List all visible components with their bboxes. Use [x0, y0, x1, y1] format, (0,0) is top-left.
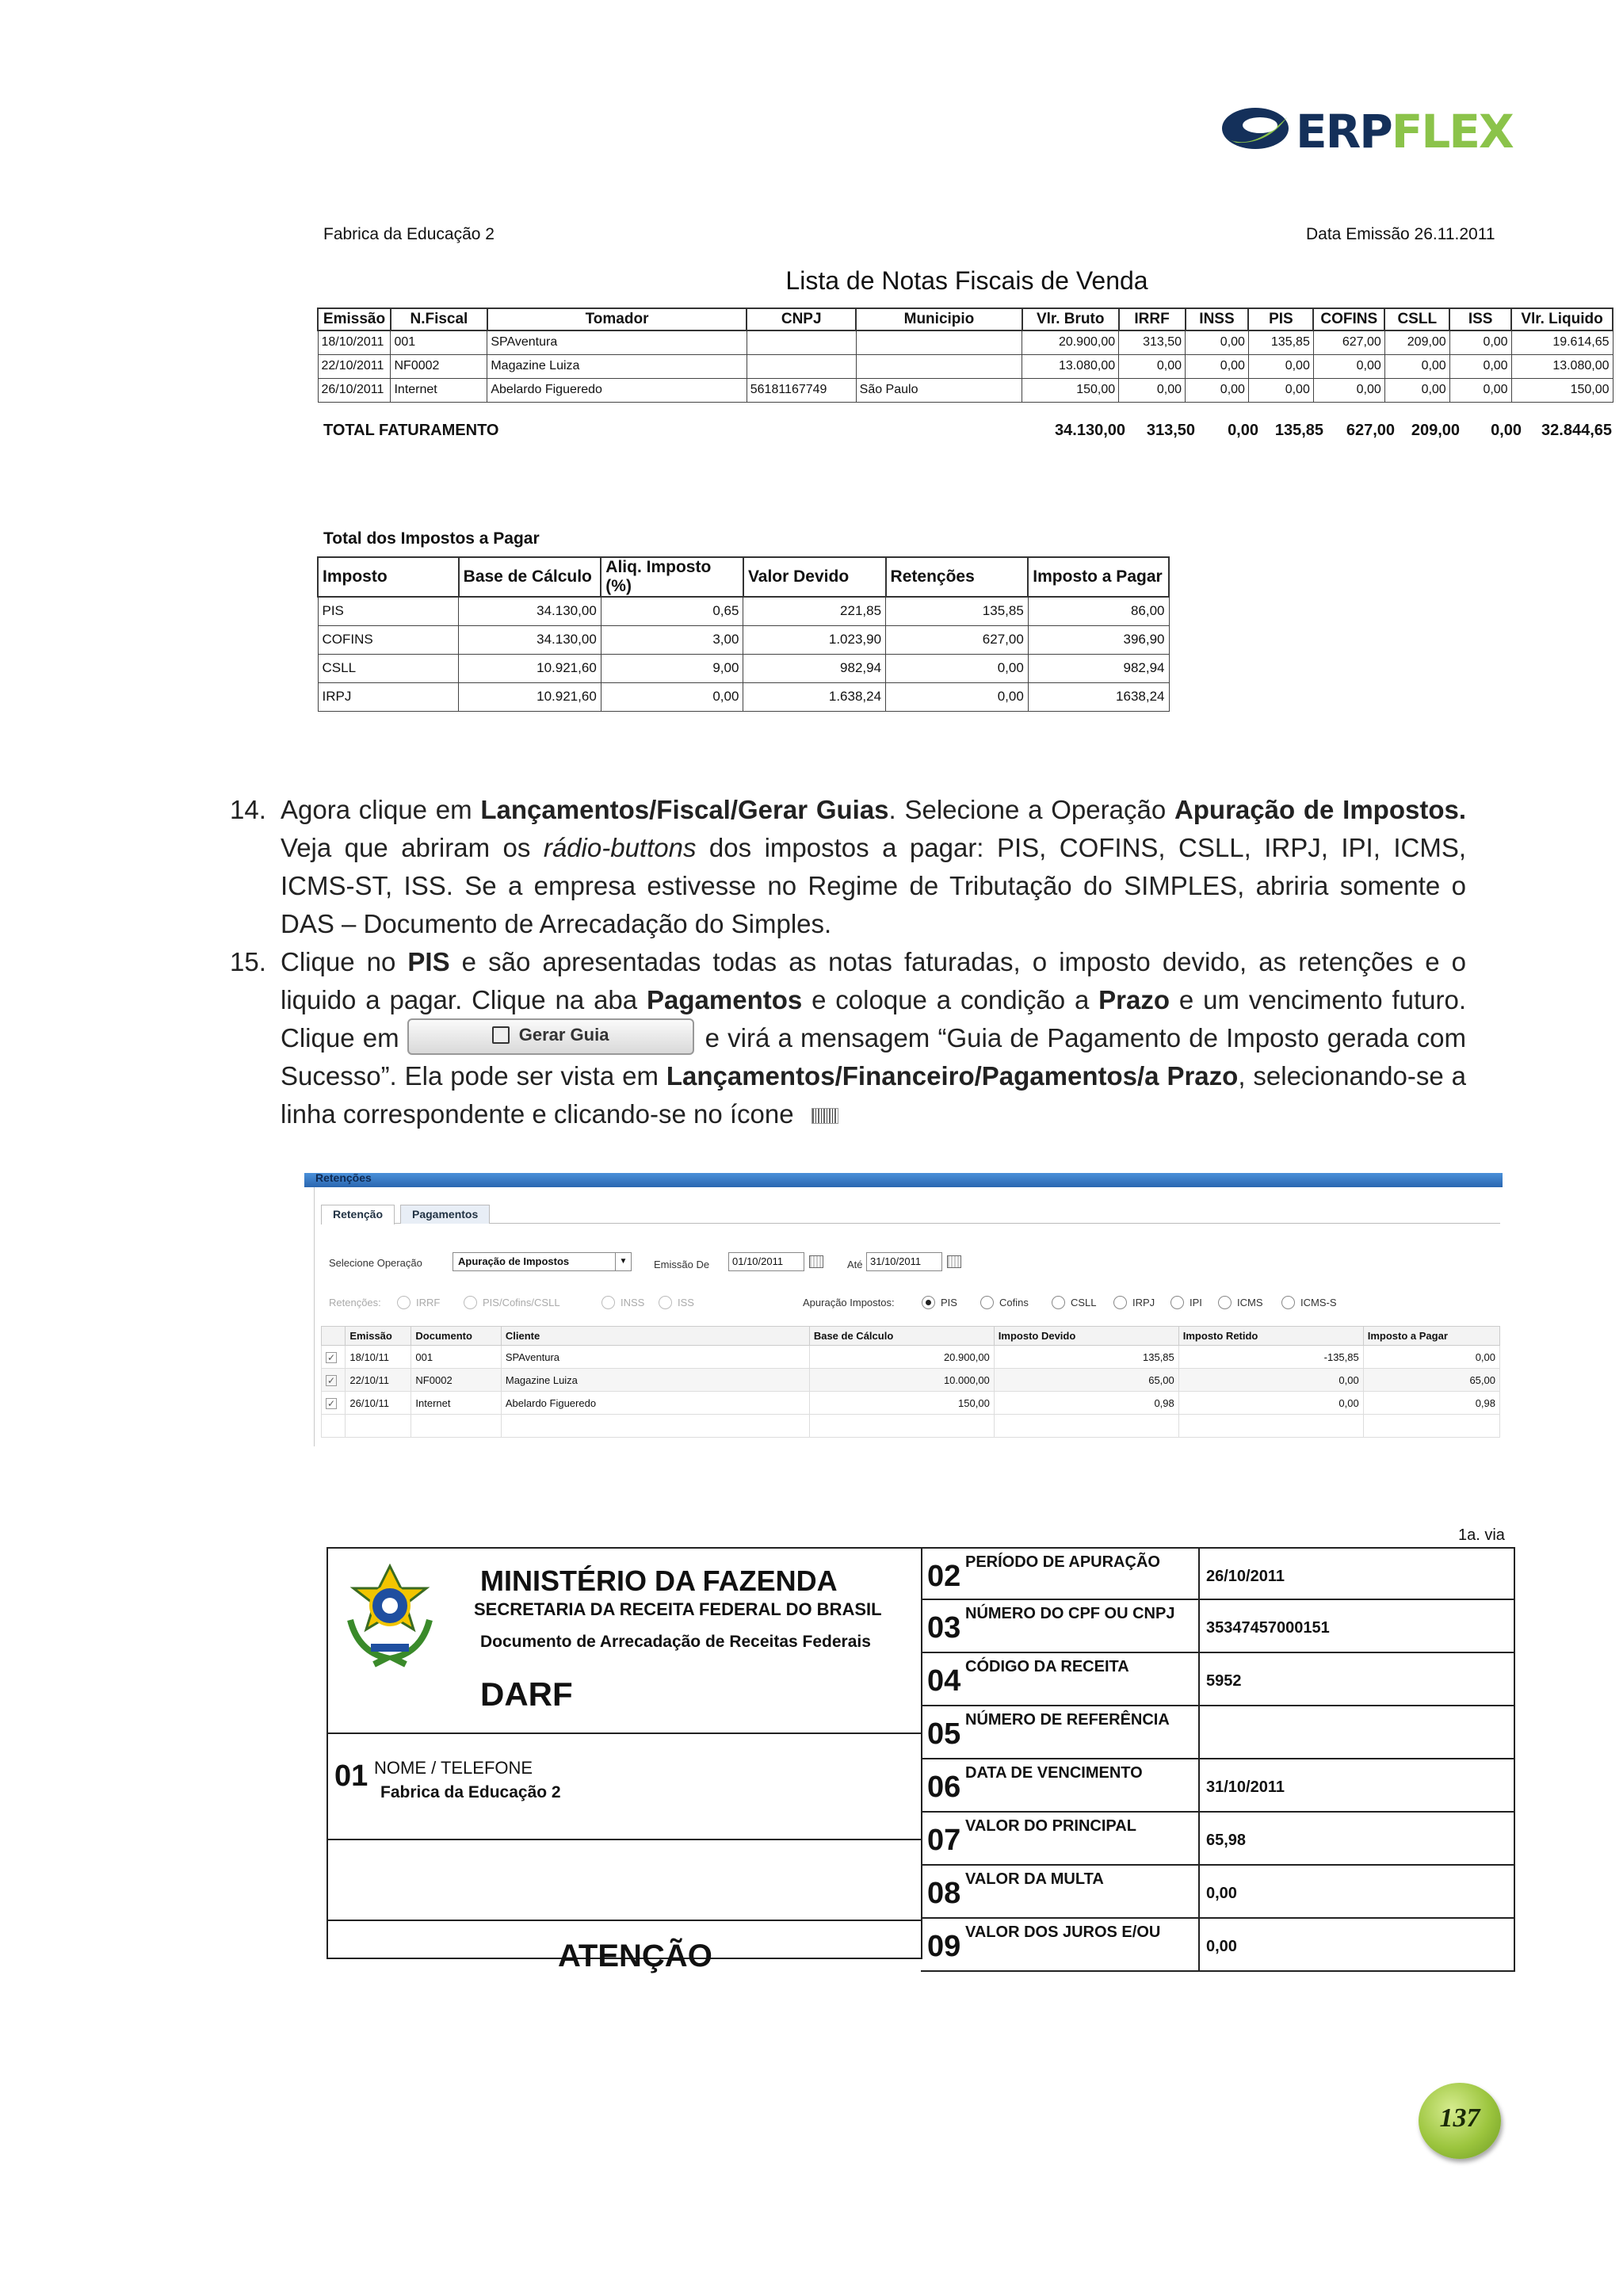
operation-label: Selecione Operação — [329, 1257, 422, 1269]
step-14 — [230, 791, 1466, 943]
invoices-table — [317, 308, 1613, 403]
darf-header-block — [327, 1547, 922, 1973]
field-label: NOME / TELEFONE — [374, 1758, 533, 1778]
row-checkbox[interactable]: ✓ — [327, 1351, 336, 1363]
darf-field: 08 VALOR DA MULTA 0,00 — [921, 1866, 1515, 1919]
until-input[interactable]: 31/10/2011 — [866, 1252, 942, 1271]
apuracao-label: Apuração Impostos: — [803, 1297, 895, 1308]
step-number: 15. — [230, 947, 266, 976]
col-header: CNPJ — [747, 308, 856, 330]
darf-field: 07 VALOR DO PRINCIPAL 65,98 — [921, 1813, 1515, 1866]
attention-heading: ATENÇÃO — [558, 1939, 712, 1973]
radio-pis[interactable] — [922, 1296, 935, 1309]
logo-wordmark: ERPFLEX — [1296, 105, 1513, 159]
col-header: Valor Devido — [743, 557, 886, 597]
col-header[interactable]: Imposto Retido — [1178, 1327, 1363, 1346]
empty-row — [322, 1415, 1500, 1438]
tab-bar — [321, 1205, 1500, 1224]
table-row: COFINS 34.130,00 3,00 1.023,90 627,00 396,90 — [318, 625, 1169, 654]
page-number: 137 — [1439, 2103, 1480, 2133]
step-text: Clique no PIS e são apresentadas todas as notas faturadas, o imposto devido, as retenções e o liquido a pagar. Clique na aba Pagamentos e coloque a condição a Prazo e um vencimento futuro. Clique em Gerar Guia e virá a mensagem “Guia de Pagamento de Imposto gerada com Sucesso”. Ela pode ser vista em Lançamentos/Financeiro/Pagamentos/a Prazo, selecionando-se a linha correspondente e clicando-se no ícone — [281, 947, 1466, 1129]
step-15 — [230, 943, 1466, 1133]
operation-select[interactable]: Apuração de Impostos ▼ — [453, 1252, 632, 1271]
chevron-down-icon: ▼ — [615, 1253, 631, 1270]
radio-inss[interactable] — [601, 1296, 615, 1309]
document-line: Documento de Arrecadação de Receitas Federais — [480, 1633, 871, 1651]
total-value: 627,00 — [1346, 422, 1395, 439]
table-row: PIS 34.130,00 0,65 221,85 135,85 86,00 — [318, 597, 1169, 625]
divider — [328, 1920, 921, 1921]
darf-fields — [921, 1547, 1515, 1963]
col-header[interactable]: Documento — [411, 1327, 501, 1346]
calendar-icon[interactable] — [947, 1255, 961, 1268]
total-value: 0,00 — [1228, 422, 1258, 439]
total-value: 0,00 — [1491, 422, 1522, 439]
col-header[interactable]: Cliente — [501, 1327, 809, 1346]
total-value: 313,50 — [1146, 422, 1195, 439]
window-content — [314, 1187, 1503, 1446]
report-company: Fabrica da Educação 2 — [323, 225, 495, 243]
col-header: Aliq. Imposto (%) — [601, 557, 743, 597]
darf-field: 04 CÓDIGO DA RECEITA 5952 — [921, 1653, 1515, 1706]
table-row: CSLL 10.921,60 9,00 982,94 0,00 982,94 — [318, 654, 1169, 682]
radio-cofins[interactable] — [980, 1296, 994, 1309]
radio-irrf[interactable] — [397, 1296, 411, 1309]
gerar-guia-button[interactable]: Gerar Guia — [407, 1018, 694, 1055]
calendar-icon[interactable] — [809, 1255, 823, 1268]
radio-label: CSLL — [1071, 1297, 1097, 1308]
col-header: Imposto a Pagar — [1028, 557, 1169, 597]
row-checkbox[interactable]: ✓ — [327, 1397, 336, 1409]
retencoes-window — [304, 1173, 1503, 1446]
field-number: 01 — [334, 1759, 369, 1793]
total-value: 209,00 — [1411, 422, 1460, 439]
radio-label: IRPJ — [1132, 1297, 1155, 1308]
window-titlebar: Retenções — [304, 1173, 1503, 1187]
col-header: PIS — [1248, 308, 1313, 330]
invoices-header — [318, 308, 1613, 330]
table-row: IRPJ 10.921,60 0,00 1.638,24 0,00 1638,24 — [318, 682, 1169, 711]
col-header: Vlr. Liquido — [1511, 308, 1613, 330]
divider — [328, 1733, 921, 1734]
tab-pagamentos[interactable]: Pagamentos — [400, 1205, 490, 1224]
erpflex-logo — [1220, 101, 1513, 159]
radio-label: IRRF — [416, 1297, 441, 1308]
radio-label: INSS — [621, 1297, 645, 1308]
radio-label: IPI — [1190, 1297, 1202, 1308]
step-number: 14. — [230, 795, 266, 824]
step-text: Agora clique em Lançamentos/Fiscal/Gerar Guias. Selecione a Operação Apuração de Impostos. Veja que abriram os rádio-buttons dos impostos a pagar: PIS, COFINS, CSLL, IRPJ, IPI, ICMS, ICMS-ST, ISS. Se a empresa estivesse no Regime de Tributação do SIMPLES, abriria somente o DAS – Documento de Arrecadação do Simples. — [281, 795, 1467, 938]
save-icon — [492, 1026, 510, 1044]
table-row: 22/10/2011 NF0002 Magazine Luiza 13.080,00 0,00 0,00 0,00 0,00 0,00 0,00 13.080,00 — [318, 354, 1613, 378]
radio-label: ICMS-S — [1300, 1297, 1337, 1308]
col-header[interactable]: Emissão — [346, 1327, 411, 1346]
col-header: Base de Cálculo — [459, 557, 601, 597]
col-header: ISS — [1449, 308, 1511, 330]
page-number-badge — [1419, 2083, 1501, 2159]
total-value: 32.844,65 — [1541, 422, 1612, 439]
tab-retencao[interactable]: Retenção — [321, 1205, 395, 1224]
col-header: N.Fiscal — [391, 308, 487, 330]
swoosh-icon — [1220, 101, 1293, 155]
darf-title: DARF — [480, 1675, 573, 1713]
darf-field: 03 NÚMERO DO CPF OU CNPJ 35347457000151 — [921, 1600, 1515, 1653]
secretariat-line: SECRETARIA DA RECEITA FEDERAL DO BRASIL — [474, 1599, 882, 1619]
emission-from-input[interactable]: 01/10/2011 — [728, 1252, 804, 1271]
total-label: TOTAL FATURAMENTO — [323, 422, 499, 439]
select-column-header — [322, 1327, 346, 1346]
col-header[interactable]: Imposto a Pagar — [1363, 1327, 1499, 1346]
radio-label: Cofins — [999, 1297, 1029, 1308]
apuracao-grid — [321, 1326, 1500, 1438]
radio-pis-cofins-csll[interactable] — [464, 1296, 477, 1309]
darf-field: 06 DATA DE VENCIMENTO 31/10/2011 — [921, 1759, 1515, 1813]
darf-field: 09 VALOR DOS JUROS E/OU 0,00 — [921, 1919, 1515, 1972]
taxes-header — [318, 557, 1169, 597]
table-row: 18/10/2011 001 SPAventura 20.900,00 313,50 0,00 135,85 627,00 209,00 0,00 19.614,65 — [318, 330, 1613, 354]
table-row[interactable]: ✓ 22/10/11 NF0002 Magazine Luiza 10.000,00 65,00 0,00 65,00 — [322, 1369, 1500, 1392]
radio-label: PIS/Cofins/CSLL — [483, 1297, 560, 1308]
radio-icms-st[interactable] — [1281, 1296, 1295, 1309]
ministry-title: MINISTÉRIO DA FAZENDA — [480, 1564, 838, 1597]
darf-via: 1a. via — [1458, 1526, 1505, 1544]
col-header: Vlr. Bruto — [1022, 308, 1119, 330]
col-header: Tomador — [487, 308, 747, 330]
col-header[interactable]: Base de Cálculo — [809, 1327, 994, 1346]
total-value: 135,85 — [1274, 422, 1323, 439]
col-header: Retenções — [886, 557, 1029, 597]
report-emission-date: Data Emissão 26.11.2011 — [1306, 225, 1495, 243]
table-row: 26/10/2011 Internet Abelardo Figueredo 56181167749 São Paulo 150,00 0,00 0,00 0,00 0,00 0,00 0,00 150,00 — [318, 378, 1613, 402]
divider — [328, 1839, 921, 1840]
until-label: Até — [847, 1259, 863, 1270]
radio-iss[interactable] — [659, 1296, 672, 1309]
col-header: CSLL — [1384, 308, 1449, 330]
radio-label: ICMS — [1237, 1297, 1263, 1308]
report-title: Lista de Notas Fiscais de Venda — [785, 266, 1148, 295]
darf-form — [327, 1520, 1515, 1973]
radio-csll[interactable] — [1052, 1296, 1065, 1309]
barcode-icon[interactable] — [812, 1108, 838, 1124]
grid-header — [322, 1327, 1500, 1346]
col-header: Municipio — [856, 308, 1022, 330]
taxes-caption: Total dos Impostos a Pagar — [323, 529, 540, 548]
radio-irpj[interactable] — [1113, 1296, 1127, 1309]
taxes-table — [317, 556, 1170, 712]
table-row[interactable]: ✓ 26/10/11 Internet Abelardo Figueredo 150,00 0,98 0,00 0,98 — [322, 1392, 1500, 1415]
field-value: Fabrica da Educação 2 — [380, 1783, 561, 1801]
col-header: Emissão — [318, 308, 391, 330]
total-value: 34.130,00 — [1055, 422, 1125, 439]
coat-of-arms-icon — [342, 1564, 437, 1668]
row-checkbox[interactable]: ✓ — [327, 1374, 336, 1386]
col-header: COFINS — [1313, 308, 1384, 330]
darf-field: 05 NÚMERO DE REFERÊNCIA — [921, 1706, 1515, 1759]
table-row[interactable]: ✓ 18/10/11 001 SPAventura 20.900,00 135,85 -135,85 0,00 — [322, 1346, 1500, 1369]
emission-from-label: Emissão De — [654, 1259, 710, 1270]
col-header: Imposto — [318, 557, 459, 597]
col-header: INSS — [1186, 308, 1249, 330]
radio-ipi[interactable] — [1170, 1296, 1184, 1309]
radio-icms[interactable] — [1218, 1296, 1232, 1309]
col-header: IRRF — [1119, 308, 1186, 330]
radio-label: ISS — [678, 1297, 694, 1308]
col-header[interactable]: Imposto Devido — [994, 1327, 1178, 1346]
darf-field: 02 PERÍODO DE APURAÇÃO 26/10/2011 — [921, 1547, 1515, 1600]
retencoes-label: Retenções: — [329, 1297, 381, 1308]
radio-label: PIS — [941, 1297, 957, 1308]
